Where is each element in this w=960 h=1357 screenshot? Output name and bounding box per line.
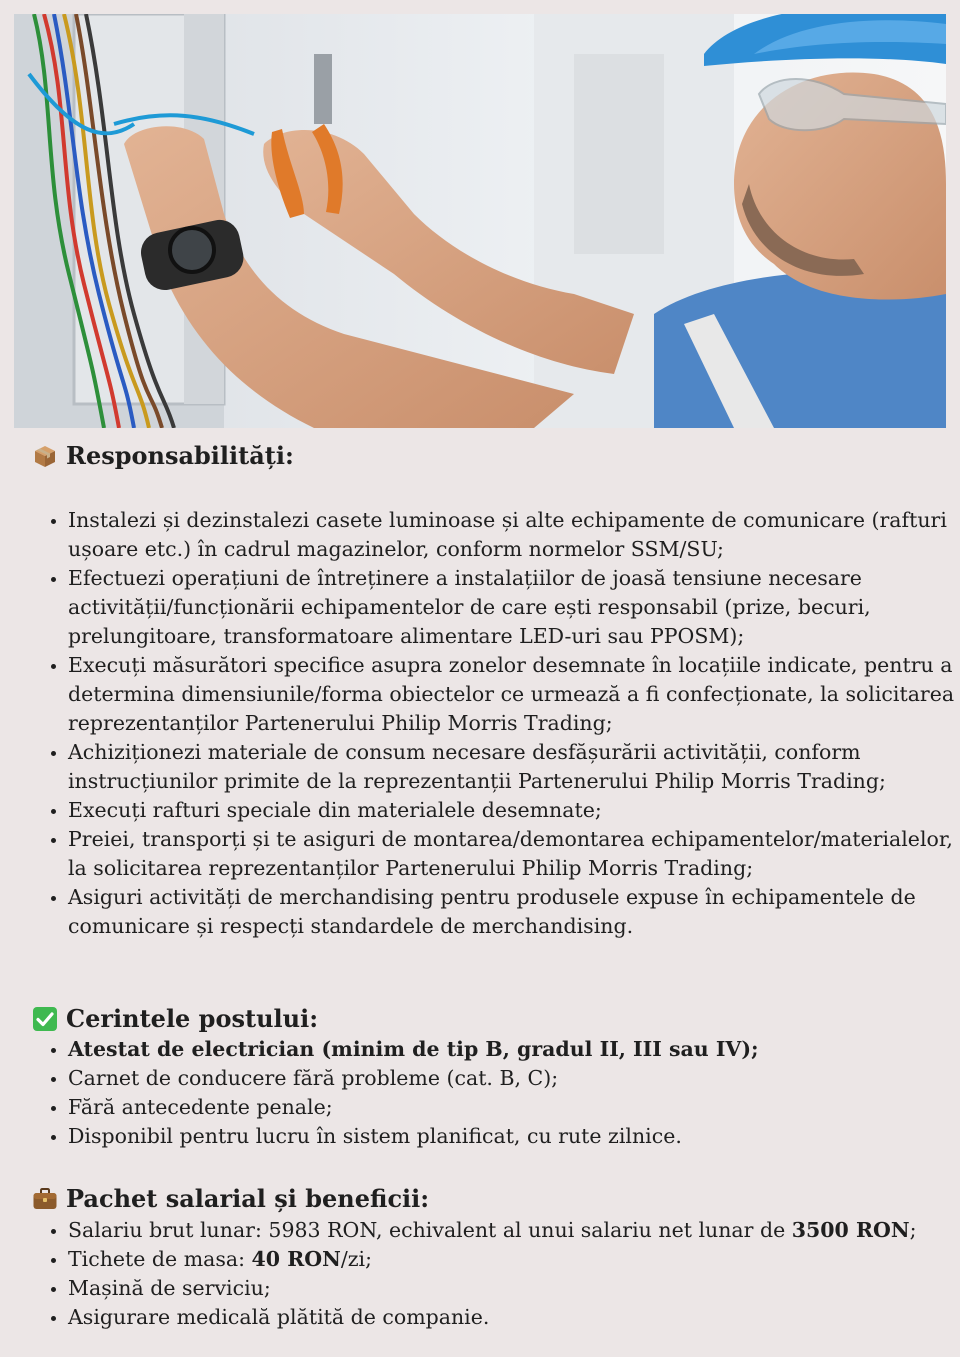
requirement-electrician: Atestat de electrician (minim de tip B, gradul II, III sau IV); [68,1037,759,1061]
list-item: • Achiziționezi materiale de consum necesare desfășurării activității, conform instrucțiunilor primite de la reprezentanții Partenerului Philip Morris Trading; [68,738,960,796]
benefits-heading [32,1184,429,1213]
meal-value: 40 RON [251,1247,341,1271]
list-item [68,1245,960,1274]
responsibilities-heading [32,441,294,470]
salary-net-value: 3500 RON [791,1218,910,1242]
benefits-list [36,1216,960,1332]
list-item: • Asiguri activități de merchandising pentru produsele expuse în echipamentele de comunicare și respecți standardele de merchandising. [68,883,960,941]
list-item: • Disponibil pentru lucru în sistem planificat, cu rute zilnice. [68,1122,960,1151]
requirements-title: Cerintele postului: [66,1004,319,1033]
list-item: • Fără antecedente penale; [68,1093,960,1122]
list-item: • Mașină de serviciu; [68,1274,960,1303]
salary-text: Salariu brut lunar: 5983 RON, echivalent al unui salariu net lunar de [68,1218,792,1242]
list-item: • Carnet de conducere fără probleme (cat. B, C); [68,1064,960,1093]
list-item: • Execuți rafturi speciale din materialele desemnate; [68,796,960,825]
requirements-list [36,1035,960,1151]
electrician-illustration [14,14,946,428]
benefits-title: Pachet salarial și beneficii: [66,1184,430,1213]
list-item [68,1035,960,1064]
list-item: • Asigurare medicală plătită de companie. [68,1303,960,1332]
list-item: • Instalezi și dezinstalezi casete luminoase și alte echipamente de comunicare (rafturi ușoare etc.) în cadrul magazinelor, conform normelor SSM/SU; [68,506,960,564]
list-item [68,1216,960,1245]
package-icon [32,443,58,469]
salary-suffix: ; [909,1218,917,1242]
briefcase-icon [32,1186,58,1212]
responsibilities-title: Responsabilități: [66,441,294,470]
hero-photo [14,14,946,428]
check-mark-icon [32,1006,58,1032]
list-item: • Preiei, transporți și te asiguri de montarea/demontarea echipamentelor/materialelor, la solicitarea reprezentanților Partenerului Philip Morris Trading; [68,825,960,883]
meal-text: Tichete de masa: [68,1247,252,1271]
responsibilities-list [36,506,960,941]
list-item: • Efectuezi operațiuni de întreținere a instalațiilor de joasă tensiune necesare activității/funcționării echipamentelor de care ești responsabil (prize, becuri, prelungitoare, transformatoare alimentare LED-uri sau PPOSM); [68,564,960,651]
meal-suffix: /zi; [340,1247,373,1271]
list-item: • Execuți măsurători specifice asupra zonelor desemnate în locațiile indicate, pentru a determina dimensiunile/forma obiectelor ce urmează a fi confecționate, la solicitarea reprezentanților Partenerului Philip Morris Trading; [68,651,960,738]
requirements-heading [32,1004,318,1033]
